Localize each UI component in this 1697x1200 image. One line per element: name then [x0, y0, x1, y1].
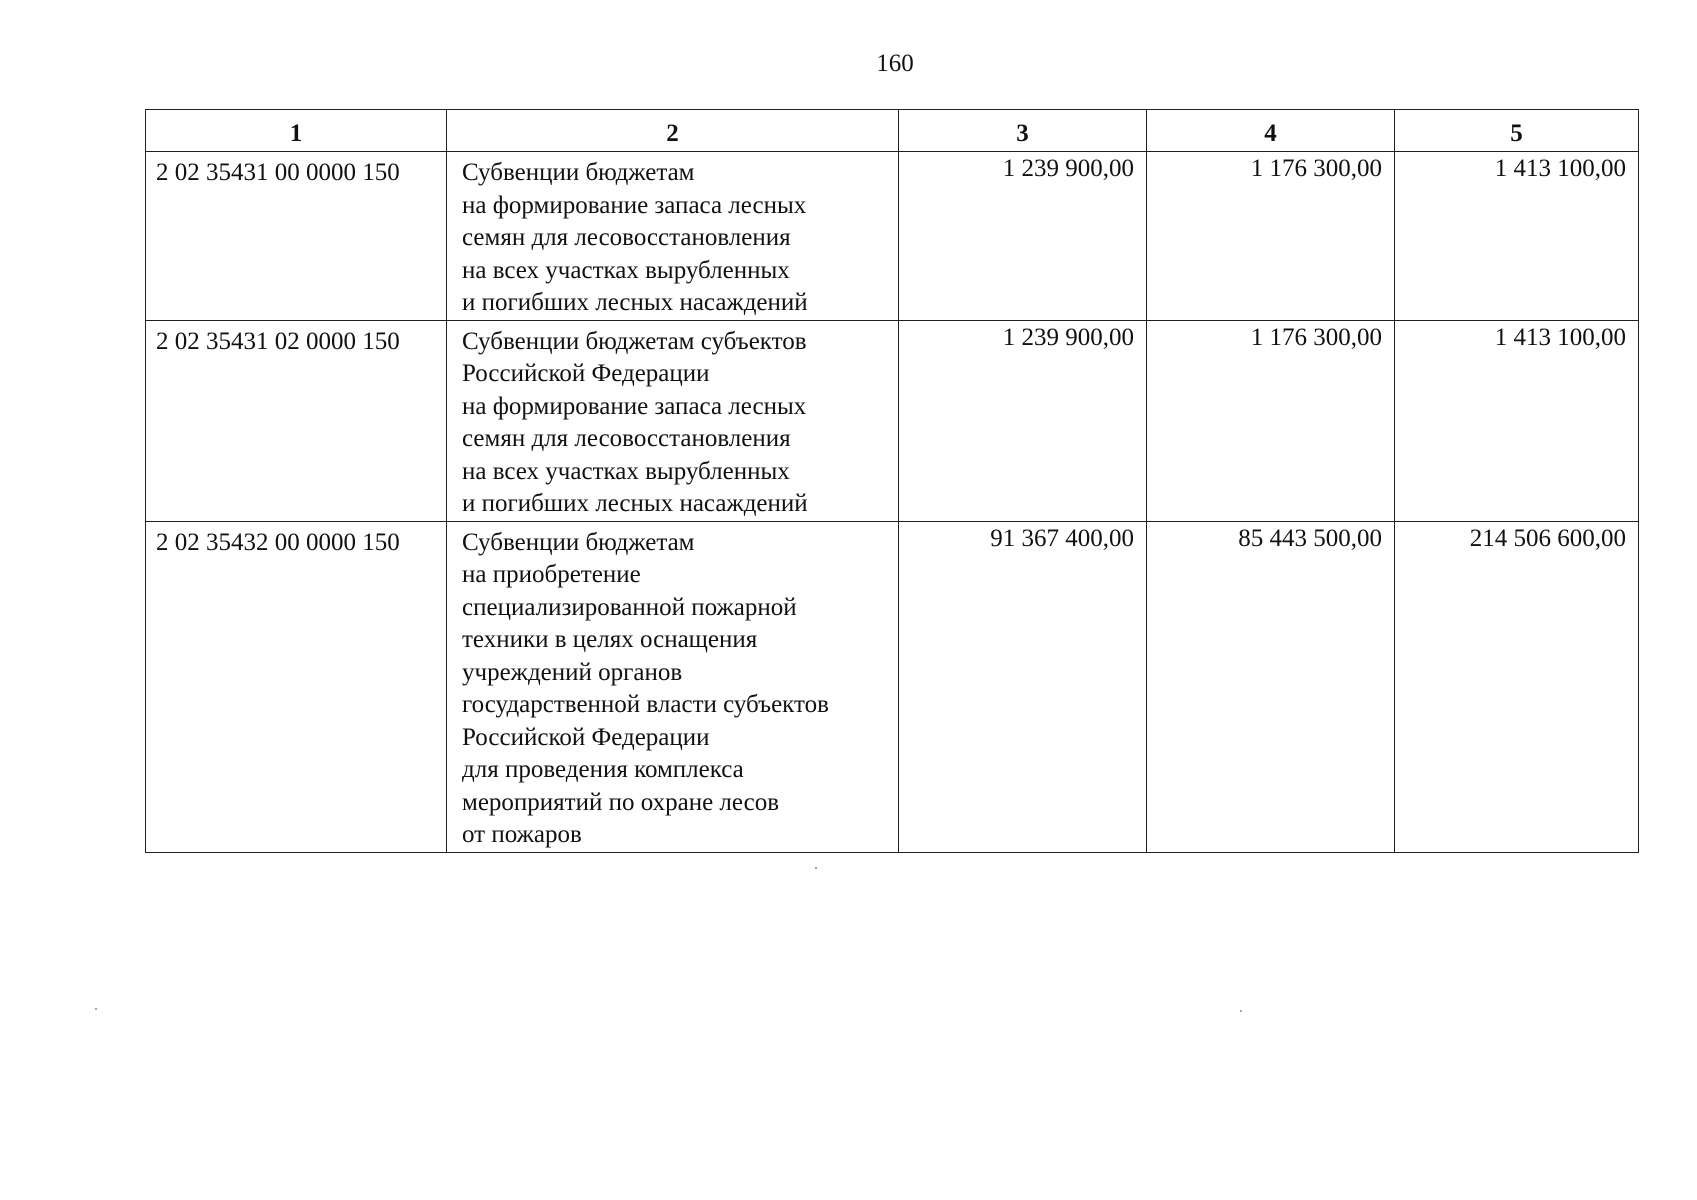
description-line: и погибших лесных насаждений [462, 289, 808, 316]
description-line: от пожаров [462, 821, 582, 848]
row-description [447, 152, 899, 321]
description-line: специализированной пожарной [462, 593, 797, 621]
description-line: учреждений органов [462, 658, 683, 686]
column-header: 3 [899, 110, 1147, 152]
description-line: Субвенции бюджетам [462, 528, 695, 556]
page-number: 160 [876, 50, 914, 77]
amount-col3: 1 239 900,00 [899, 152, 1147, 321]
column-header: 1 [146, 110, 447, 152]
table-row [146, 320, 1639, 521]
description-line: семян для лесовосстановления [462, 224, 791, 251]
description-line: на формирование запаса лесных [462, 392, 807, 420]
row-description [447, 320, 899, 521]
description-line: Российской Федерации [462, 723, 710, 751]
description-line: на всех участках вырубленных [462, 256, 790, 284]
budget-code: 2 02 35431 00 0000 150 [146, 152, 447, 321]
scan-speck [95, 1008, 97, 1010]
amount-col5: 214 506 600,00 [1395, 521, 1639, 852]
table-row [146, 521, 1639, 852]
amount-col5: 1 413 100,00 [1395, 320, 1639, 521]
description-line: мероприятий по охране лесов [462, 788, 780, 816]
budget-code: 2 02 35432 00 0000 150 [146, 521, 447, 852]
description-line: техники в целях оснащения [462, 626, 758, 653]
column-header: 4 [1147, 110, 1395, 152]
description-line: на всех участках вырубленных [462, 457, 790, 485]
amount-col3: 1 239 900,00 [899, 320, 1147, 521]
row-description [447, 521, 899, 852]
description-line: Российской Федерации [462, 360, 710, 387]
scan-speck [1240, 1010, 1242, 1012]
amount-col4: 1 176 300,00 [1147, 320, 1395, 521]
budget-code: 2 02 35431 02 0000 150 [146, 320, 447, 521]
table-header-row [146, 110, 1639, 152]
table-row [146, 152, 1639, 321]
amount-col3: 91 367 400,00 [899, 521, 1147, 852]
column-header: 5 [1395, 110, 1639, 152]
description-line: семян для лесовосстановления [462, 425, 791, 452]
amount-col5: 1 413 100,00 [1395, 152, 1639, 321]
description-line: на формирование запаса лесных [462, 191, 807, 219]
budget-table [145, 109, 1639, 853]
scan-speck [815, 867, 817, 869]
description-line: и погибших лесных насаждений [462, 490, 808, 517]
amount-col4: 85 443 500,00 [1147, 521, 1395, 852]
amount-col4: 1 176 300,00 [1147, 152, 1395, 321]
description-line: Субвенции бюджетам [462, 159, 695, 186]
description-line: на приобретение [462, 561, 641, 588]
column-header: 2 [447, 110, 899, 152]
description-line: Субвенции бюджетам субъектов [462, 327, 807, 355]
description-line: государственной власти субъектов [462, 691, 829, 718]
description-line: для проведения комплекса [462, 756, 744, 783]
